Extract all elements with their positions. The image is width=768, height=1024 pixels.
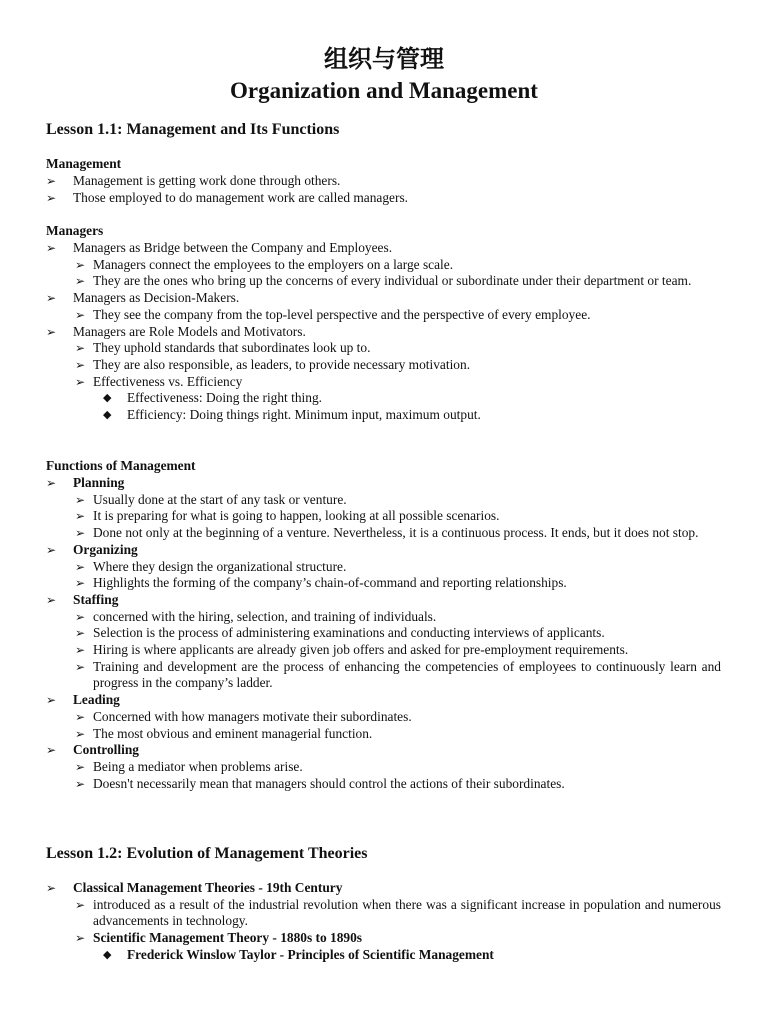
list-subitem: ➢ They see the company from the top-level perspective and the perspective of every employee. xyxy=(75,306,591,322)
list-subitem: ➢ They are also responsible, as leaders, to provide necessary motivation. xyxy=(75,356,471,372)
list-item: ➢ Managers as Decision-Makers. xyxy=(46,290,240,306)
list-item: ➢ Managers as Bridge between the Company and Employees. xyxy=(46,240,393,255)
lesson-1-2-heading: Lesson 1.2: Evolution of Management Theories xyxy=(46,845,368,862)
list-subitem: ➢ introduced as a result of the industrial revolution when there was a significant increase in population and numerous advancements in technology. xyxy=(75,896,721,929)
list-subitem: ➢ It is preparing for what is going to happen, looking at all possible scenarios. xyxy=(75,508,500,524)
title-english: Organization and Management xyxy=(230,78,538,103)
theories-list xyxy=(46,880,721,964)
list-subitem: ➢ They uphold standards that subordinates look up to. xyxy=(75,340,371,356)
arrow-bullet-icon: ➢ xyxy=(75,357,86,372)
diamond-bullet-icon: ◆ xyxy=(103,391,112,405)
lesson-1-1-heading: Lesson 1.1: Management and Its Functions xyxy=(46,121,340,138)
arrow-bullet-icon: ➢ xyxy=(75,509,86,524)
list-subsubitem: ◆ Effectiveness: Doing the right thing. xyxy=(103,390,322,406)
list-subitem: ➢ Concerned with how managers motivate their subordinates. xyxy=(75,708,412,724)
functions-list xyxy=(46,475,721,792)
arrow-bullet-icon: ➢ xyxy=(46,592,57,607)
arrow-bullet-icon: ➢ xyxy=(75,341,86,356)
arrow-bullet-icon: ➢ xyxy=(75,897,86,912)
arrow-bullet-icon: ➢ xyxy=(75,759,86,774)
arrow-bullet-icon: ➢ xyxy=(75,931,86,946)
list-subitem: ➢ They are the ones who bring up the concerns of every individual or subordinate under their department or team. xyxy=(75,273,692,289)
function-planning: ➢ Planning xyxy=(46,475,125,490)
diamond-bullet-icon: ◆ xyxy=(103,947,112,961)
title-chinese: 组织与管理 xyxy=(324,45,444,73)
arrow-bullet-icon: ➢ xyxy=(75,659,86,674)
arrow-bullet-icon: ➢ xyxy=(46,174,57,188)
arrow-bullet-icon: ➢ xyxy=(75,626,86,641)
function-leading: ➢ Leading xyxy=(46,692,120,708)
arrow-bullet-icon: ➢ xyxy=(75,709,86,724)
list-subitem: ➢ Doesn't necessarily mean that managers should control the actions of their subordinates. xyxy=(75,775,565,791)
arrow-bullet-icon: ➢ xyxy=(46,542,57,557)
arrow-bullet-icon: ➢ xyxy=(46,324,57,339)
arrow-bullet-icon: ➢ xyxy=(75,307,86,322)
list-item: ➢ Management is getting work done through others. xyxy=(46,173,341,188)
management-list xyxy=(46,173,721,206)
arrow-bullet-icon: ➢ xyxy=(75,374,86,389)
arrow-bullet-icon: ➢ xyxy=(46,693,57,708)
list-subitem: ➢ The most obvious and eminent managerial function. xyxy=(75,725,373,741)
diamond-bullet-icon: ◆ xyxy=(103,408,112,422)
list-subsubitem: ◆ Efficiency: Doing things right. Minimum input, maximum output. xyxy=(103,407,481,423)
list-subitem: ➢ Selection is the process of administering examinations and conducting interviews of applicants. xyxy=(75,625,605,641)
arrow-bullet-icon: ➢ xyxy=(75,643,86,658)
arrow-bullet-icon: ➢ xyxy=(75,576,86,591)
list-subitem: ➢ Usually done at the start of any task or venture. xyxy=(75,491,347,507)
function-organizing: ➢ Organizing xyxy=(46,541,138,557)
management-heading: Management xyxy=(46,156,122,171)
arrow-bullet-icon: ➢ xyxy=(75,274,86,289)
list-subitem: ➢ Hiring is where applicants are already given job offers and asked for pre-employment requirements. xyxy=(75,642,629,658)
arrow-bullet-icon: ➢ xyxy=(46,743,57,758)
function-staffing: ➢ Staffing xyxy=(46,591,119,607)
function-controlling: ➢ Controlling xyxy=(46,742,139,758)
list-subitem: ➢ Being a mediator when problems arise. xyxy=(75,758,303,774)
managers-heading: Managers xyxy=(46,223,104,238)
arrow-bullet-icon: ➢ xyxy=(46,241,57,255)
list-subitem: ➢ Highlights the forming of the company’s chain-of-command and reporting relationships. xyxy=(75,575,567,591)
arrow-bullet-icon: ➢ xyxy=(75,526,86,541)
arrow-bullet-icon: ➢ xyxy=(46,291,57,306)
list-subitem: ➢ Done not only at the beginning of a venture. Nevertheless, it is a continuous process. It ends, but it does not stop. xyxy=(75,525,699,541)
list-subitem: ➢ concerned with the hiring, selection, and training of individuals. xyxy=(75,608,437,624)
classical-theories-item: ➢ Classical Management Theories - 19th Century xyxy=(46,880,343,895)
arrow-bullet-icon: ➢ xyxy=(75,776,86,791)
functions-heading: Functions of Management xyxy=(46,458,196,473)
taylor-item: ◆ Frederick Winslow Taylor - Principles of Scientific Management xyxy=(103,946,494,962)
arrow-bullet-icon: ➢ xyxy=(46,476,57,490)
list-subitem: ➢ Where they design the organizational structure. xyxy=(75,558,347,574)
list-item: ➢ Managers are Role Models and Motivators. xyxy=(46,323,306,339)
arrow-bullet-icon: ➢ xyxy=(75,257,86,272)
arrow-bullet-icon: ➢ xyxy=(75,492,86,507)
arrow-bullet-icon: ➢ xyxy=(75,609,86,624)
list-subitem: ➢ Effectiveness vs. Efficiency xyxy=(75,373,243,389)
arrow-bullet-icon: ➢ xyxy=(75,726,86,741)
scientific-management-item: ➢ Scientific Management Theory - 1880s to 1890s xyxy=(75,930,363,946)
list-subitem: ➢ Managers connect the employees to the employers on a large scale. xyxy=(75,256,454,272)
managers-list xyxy=(46,240,721,424)
arrow-bullet-icon: ➢ xyxy=(46,190,57,205)
arrow-bullet-icon: ➢ xyxy=(75,559,86,574)
list-subitem: ➢ Training and development are the process of enhancing the competencies of employees to continuously learn and progress in the company’s ladder. xyxy=(75,658,721,691)
list-item: ➢ Those employed to do management work are called managers. xyxy=(46,189,409,205)
arrow-bullet-icon: ➢ xyxy=(46,881,57,895)
